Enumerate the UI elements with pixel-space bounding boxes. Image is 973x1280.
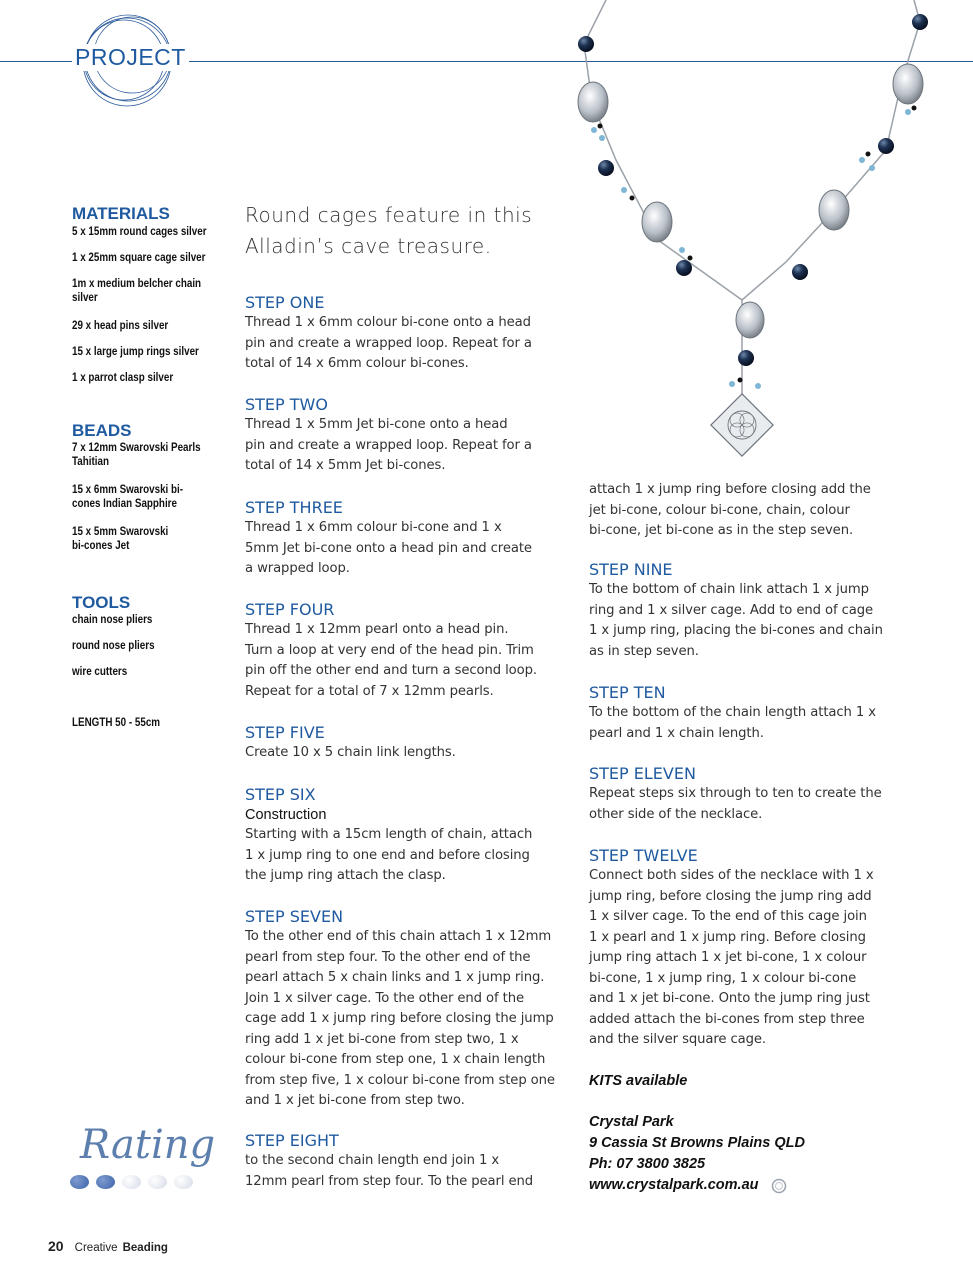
list-item: 15 x 6mm Swarovski bi-cones Indian Sapphire: [72, 482, 184, 510]
step-line: ring add 1 x jet bi-cone from step two, 1 x: [245, 1031, 519, 1047]
step-five: [245, 723, 575, 764]
step-line: ring and 1 x silver cage. Add to end of cage: [589, 602, 874, 618]
step-subtitle: Construction: [245, 807, 327, 823]
intro-line: Round cages feature in this: [245, 203, 533, 227]
kits-contact: [589, 1112, 929, 1196]
materials-list: [72, 224, 220, 396]
step-line: 1 x jump ring to one end and before closing: [245, 847, 530, 863]
step-line: as in step seven.: [589, 643, 699, 659]
step-line: To the bottom of chain link attach 1 x jump: [589, 582, 869, 597]
step-title: STEP FOUR: [245, 600, 335, 619]
step-line: jet bi-cone, colour bi-cone, chain, colour: [589, 502, 850, 518]
step-line: 12mm pearl from step four. To the pearl end: [245, 1173, 534, 1189]
step-line: 1 x jump ring, placing the bi-cones and chain: [589, 623, 883, 638]
list-item: 1 x 25mm square cage silver: [72, 250, 206, 264]
step-line: Thread 1 x 6mm colour bi-cone onto a head: [245, 315, 531, 330]
step-title: STEP EIGHT: [245, 1131, 339, 1150]
rating-dot: [96, 1175, 115, 1189]
list-item: 29 x head pins silver: [72, 318, 169, 332]
step-nine: [589, 560, 929, 662]
step-twelve: [589, 846, 929, 1051]
rating-dot: [148, 1175, 167, 1189]
step-title: STEP TWELVE: [589, 846, 698, 865]
step-line: 5mm Jet bi-cone onto a head pin and create: [245, 540, 532, 556]
supplier-website[interactable]: www.crystalpark.com.au: [589, 1177, 759, 1193]
page-number: 20: [48, 1238, 64, 1254]
step-eight: [245, 1131, 575, 1192]
step-line: other side of the necklace.: [589, 806, 763, 822]
step-title: STEP ELEVEN: [589, 764, 696, 783]
step-line: and 1 x jet bi-cone from step two.: [245, 1093, 465, 1108]
step-eleven: [589, 764, 929, 825]
step-line: a wrapped loop.: [245, 561, 350, 576]
step-line: Repeat for a total of 7 x 12mm pearls.: [245, 683, 494, 699]
magazine-prefix: Creative: [74, 1242, 118, 1254]
step-line: Repeat steps six through to ten to create the: [589, 786, 882, 801]
step-line: cage add 1 x jump ring before closing the jump: [245, 1011, 554, 1026]
length-spec: LENGTH 50 - 55cm: [72, 715, 161, 729]
step-title: STEP SEVEN: [245, 907, 344, 926]
rating-dot: [174, 1175, 193, 1189]
page-footer: [48, 1236, 168, 1255]
step-line: Thread 1 x 12mm pearl onto a head pin.: [245, 622, 509, 637]
beads-list: [72, 440, 216, 554]
rating-label: Rating: [80, 1122, 216, 1168]
step-line: added attach the bi-cones from step three: [589, 1011, 865, 1027]
tools-heading: TOOLS: [72, 593, 131, 612]
step-line: Starting with a 15cm length of chain, attach: [245, 827, 533, 842]
rating-dot: [122, 1175, 141, 1189]
step-line: and 1 x jet bi-cone. Onto the jump ring just: [589, 991, 870, 1006]
step-line: 1 x silver cage. To the end of this cage join: [589, 909, 867, 924]
step-three: [245, 498, 575, 580]
step-line: from step five, 1 x colour bi-cone from step one: [245, 1072, 555, 1088]
intro-line: Alladin’s cave treasure.: [245, 234, 492, 258]
step-line: bi-cone, 1 x jump ring, 1 x colour bi-cone: [589, 970, 857, 986]
rating-dot: [70, 1175, 89, 1189]
step-line: Thread 1 x 5mm Jet bi-cone onto a head: [245, 417, 508, 432]
supplier-phone: Ph: 07 3800 3825: [589, 1156, 706, 1172]
step-line: Join 1 x silver cage. To the other end of the: [245, 990, 524, 1006]
list-item: 1 x parrot clasp silver: [72, 370, 174, 384]
step-two: [245, 395, 575, 477]
step-line: total of 14 x 5mm Jet bi-cones.: [245, 458, 446, 473]
step-line: pearl attach 5 x chain links and 1 x jump ring.: [245, 970, 545, 985]
section-label: PROJECT: [72, 44, 189, 71]
step-title: STEP THREE: [245, 498, 343, 517]
step-line: jump ring attach 1 x jet bi-cone, 1 x colour: [589, 950, 867, 965]
rating-dots: [70, 1175, 200, 1191]
supplier-address: 9 Cassia St Browns Plains QLD: [589, 1135, 805, 1151]
step-line: the jump ring attach the clasp.: [245, 868, 446, 883]
step-line: colour bi-cone from step one, 1 x chain length: [245, 1052, 546, 1067]
step-line: Turn a loop at very end of the head pin. Trim: [245, 642, 534, 658]
step-title: STEP ONE: [245, 293, 325, 312]
intro-text: [245, 200, 565, 262]
step-line: and the silver square cage.: [589, 1032, 766, 1047]
kits-available: KITS available: [589, 1073, 688, 1089]
step-line: pin and create a wrapped loop. Repeat for a: [245, 335, 532, 351]
step-line: pin and create a wrapped loop. Repeat for a: [245, 437, 532, 453]
step-one: [245, 293, 575, 375]
step-eight-continued: [589, 480, 929, 542]
step-line: attach 1 x jump ring before closing add the: [589, 482, 871, 497]
step-six: [245, 785, 575, 887]
step-line: total of 14 x 6mm colour bi-cones.: [245, 356, 469, 371]
rating-script-graphic: [78, 1108, 220, 1174]
step-title: STEP SIX: [245, 785, 316, 804]
step-line: To the other end of this chain attach 1 x 12mm: [245, 929, 552, 944]
step-ten: [589, 683, 929, 744]
step-line: to the second chain length end join 1 x: [245, 1153, 500, 1168]
step-line: Connect both sides of the necklace with 1 x: [589, 868, 874, 883]
website-row: [589, 1175, 929, 1196]
step-four: [245, 600, 575, 702]
list-item: chain nose pliers: [72, 612, 153, 626]
step-line: bi-cone, jet bi-cone as in the step seven.: [589, 523, 854, 538]
step-title: STEP NINE: [589, 560, 673, 579]
step-seven: [245, 907, 575, 1112]
step-line: 1 x pearl and 1 x jump ring. Before closing: [589, 929, 866, 945]
list-item: 7 x 12mm Swarovski Pearls Tahitian: [72, 440, 201, 468]
list-item: round nose pliers: [72, 638, 155, 652]
list-item: wire cutters: [72, 664, 128, 678]
step-line: To the bottom of the chain length attach 1 x: [589, 705, 876, 720]
step-line: pearl and 1 x chain length.: [589, 725, 764, 741]
list-item: 15 x large jump rings silver: [72, 344, 199, 358]
step-line: Create 10 x 5 chain link lengths.: [245, 745, 456, 760]
magazine-name: Beading: [122, 1242, 168, 1254]
list-item: 15 x 5mm Swarovski bi-cones Jet: [72, 524, 169, 552]
materials-heading: MATERIALS: [72, 204, 170, 223]
ring-icon: [771, 1178, 787, 1194]
step-line: pin off the other end and turn a second loop.: [245, 663, 537, 678]
step-line: pearl from step four. To the other end of the: [245, 949, 531, 965]
tools-list: [72, 612, 220, 690]
step-line: Thread 1 x 6mm colour bi-cone and 1 x: [245, 520, 502, 535]
step-title: STEP TWO: [245, 395, 328, 414]
list-item: 5 x 15mm round cages silver: [72, 224, 207, 238]
supplier-name: Crystal Park: [589, 1114, 674, 1130]
step-title: STEP FIVE: [245, 723, 325, 742]
beads-heading: BEADS: [72, 421, 132, 440]
step-line: jump ring, before closing the jump ring add: [589, 888, 872, 904]
list-item: 1m x medium belcher chain silver: [72, 276, 202, 304]
necklace-photo: [572, 0, 932, 460]
step-title: STEP TEN: [589, 683, 666, 702]
